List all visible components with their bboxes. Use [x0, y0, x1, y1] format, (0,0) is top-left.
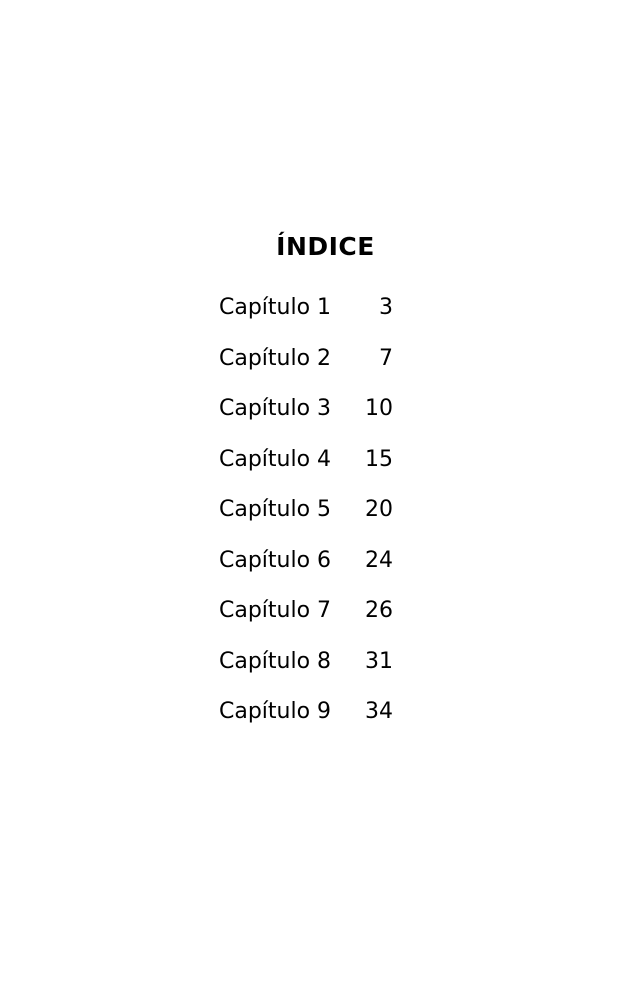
- toc-entry-label: Capítulo 1: [219, 295, 332, 320]
- toc-entry-label: Capítulo 8: [219, 648, 332, 674]
- toc-entry-page: 20: [365, 497, 393, 522]
- list-item[interactable]: [0, 334, 625, 385]
- toc-entry-label: Capítulo 9: [219, 699, 332, 724]
- toc-entry-page: 10: [365, 396, 393, 421]
- page-title: ÍNDICE: [276, 232, 375, 261]
- toc-entry-label: Capítulo 6: [219, 547, 332, 573]
- toc-entry-page: 34: [365, 699, 393, 724]
- list-item[interactable]: [0, 536, 625, 587]
- toc-entry-page: 15: [365, 446, 393, 472]
- list-item[interactable]: [0, 586, 625, 637]
- table-of-contents: [0, 232, 625, 738]
- toc-entry-page: 7: [379, 345, 393, 371]
- list-item[interactable]: [0, 637, 625, 688]
- list-item[interactable]: [0, 384, 625, 435]
- toc-entry-page: 3: [379, 295, 393, 320]
- toc-entry-page: 24: [365, 547, 393, 573]
- toc-entry-label: Capítulo 3: [219, 396, 332, 421]
- toc-entry-page: 31: [365, 648, 393, 674]
- toc-list: [0, 283, 625, 738]
- toc-entry-label: Capítulo 2: [219, 345, 332, 371]
- toc-entry-page: 26: [365, 598, 393, 623]
- list-item[interactable]: [0, 485, 625, 536]
- toc-entry-label: Capítulo 5: [219, 497, 332, 522]
- list-item[interactable]: [0, 435, 625, 486]
- list-item[interactable]: [0, 687, 625, 738]
- toc-entry-label: Capítulo 4: [219, 446, 332, 472]
- list-item[interactable]: [0, 283, 625, 334]
- toc-entry-label: Capítulo 7: [219, 598, 332, 623]
